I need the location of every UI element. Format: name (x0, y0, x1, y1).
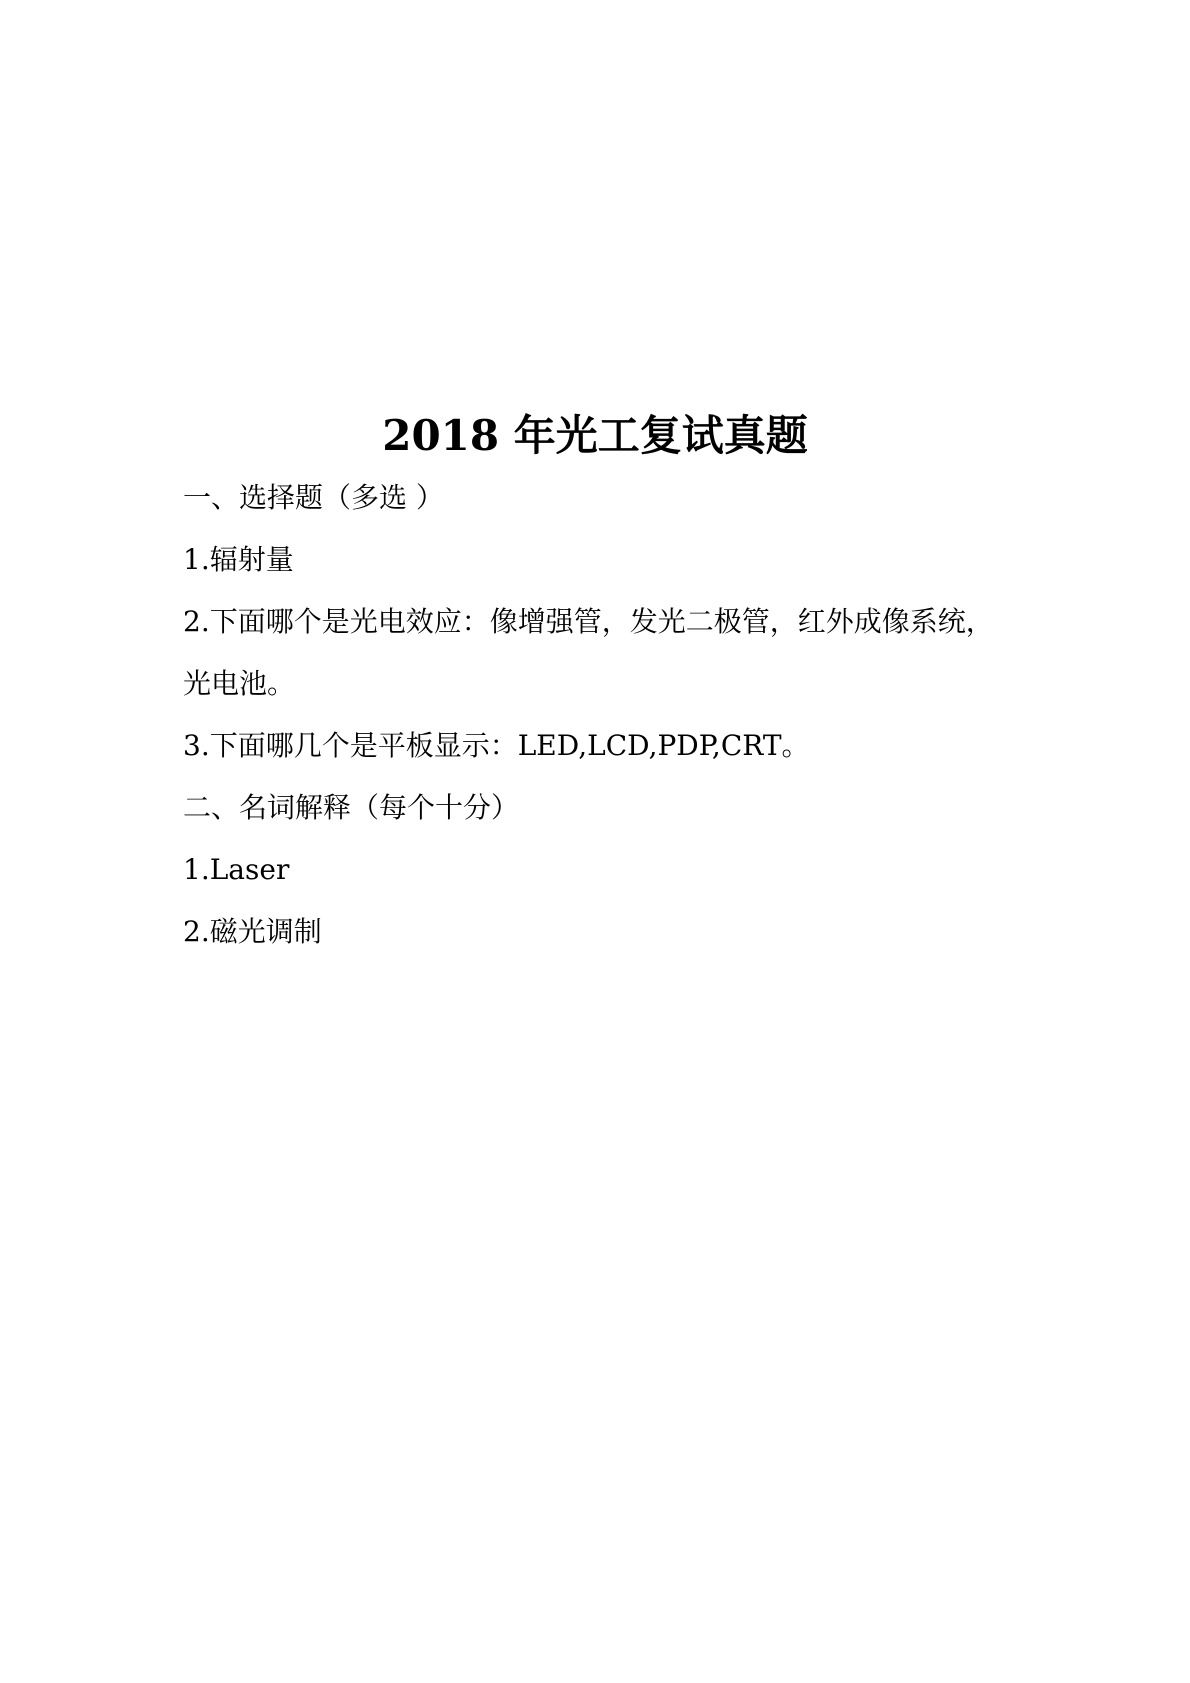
section-heading-terms: 二、名词解释（每个十分） (183, 791, 520, 824)
question-2-1: 1.Laser (183, 853, 290, 886)
question-1-2-line-2: 光电池。 (183, 667, 296, 700)
question-1-1: 1.辐射量 (183, 543, 294, 576)
question-2-2: 2.磁光调制 (183, 915, 322, 948)
document-title: 2018 年光工复试真题 (382, 411, 808, 460)
question-1-3: 3.下面哪几个是平板显示：LED,LCD,PDP,CRT。 (183, 729, 810, 762)
question-1-2-line-1: 2.下面哪个是光电效应：像增强管，发光二极管，红外成像系统， (183, 605, 994, 638)
section-heading-multiple-choice: 一、选择题（多选 ） (183, 481, 444, 514)
